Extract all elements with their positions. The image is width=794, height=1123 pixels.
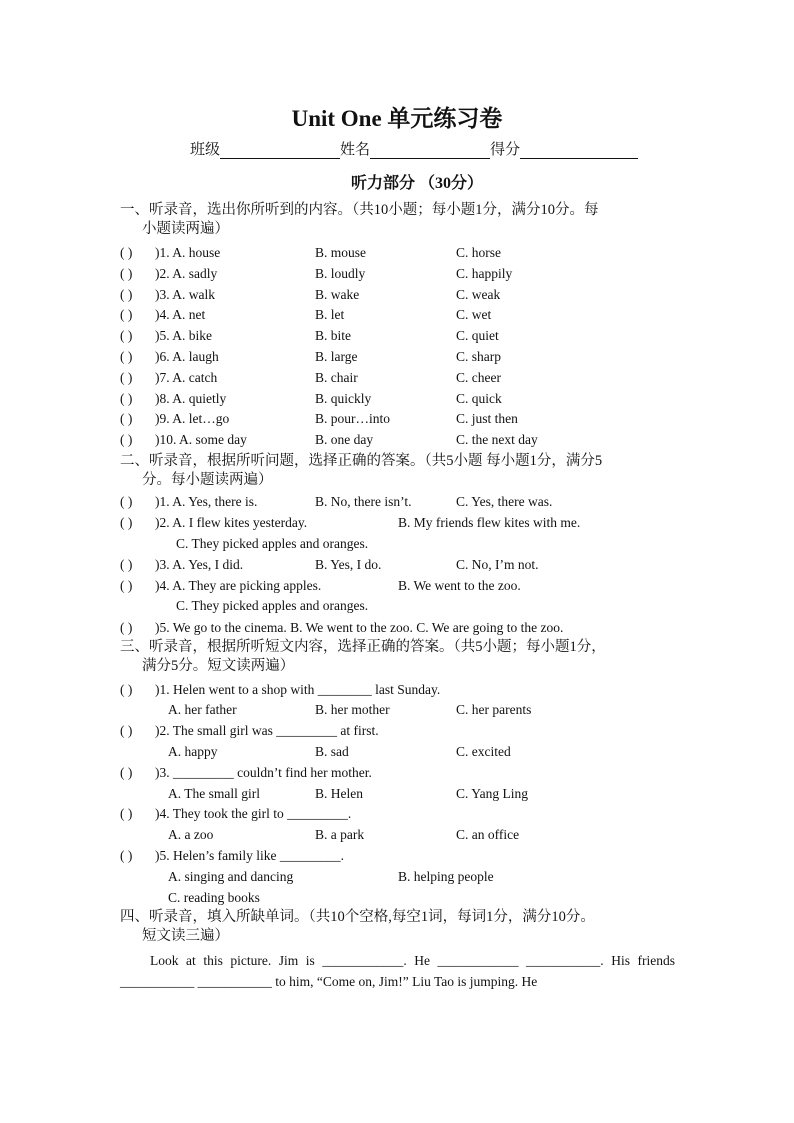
student-info — [190, 138, 638, 159]
p1-question-text: )10. A. some day — [155, 432, 247, 448]
p1-question-text: )3. A. walk — [155, 286, 215, 302]
p3-q2-option-b: B. sad — [315, 744, 349, 759]
p3-q1-text: )1. Helen went to a shop with ________ last Sunday. — [155, 682, 441, 697]
p3-q1-option-b: B. her mother — [315, 702, 390, 717]
p1-question-text: )1. A. house — [155, 245, 221, 260]
p1-question-text: )8. A. quietly — [155, 390, 227, 406]
p3-q1-option-a: A. her father — [168, 702, 237, 717]
p1-question-text: )9. A. let…go — [155, 411, 230, 427]
p1-question-text: )7. A. catch — [155, 369, 218, 385]
section-subtitle: 听力部分 （30分） — [350, 175, 483, 192]
section-2-line-2: 分。每小题读两遍） — [142, 472, 273, 488]
p1-question-text: )5. A. bike — [155, 328, 212, 344]
p1-option-c: C. cheer — [456, 369, 501, 385]
section-1-heading — [120, 201, 599, 239]
p3-q3-option-a: A. The small girl — [168, 786, 260, 801]
p2-q3-option-b: B. Yes, I do. — [315, 557, 382, 572]
p1-question-text: )6. A. laugh — [155, 349, 219, 364]
p2-q4-text: )4. A. They are picking apples. — [155, 578, 322, 593]
p3-q5-option-b: B. helping people — [398, 869, 494, 884]
p3-q1-option-c: C. her parents — [456, 702, 532, 717]
answer-paren[interactable]: ( ) — [120, 432, 133, 448]
p3-q4-option-b: B. a park — [315, 827, 365, 842]
p1-option-b: B. chair — [315, 369, 358, 385]
section-2-heading — [120, 452, 602, 490]
p3-q3-option-c: C. Yang Ling — [456, 786, 529, 801]
p1-option-b: B. loudly — [315, 265, 366, 281]
p2-q2-text: )2. A. I flew kites yesterday. — [155, 515, 308, 530]
p1-option-b: B. quickly — [315, 390, 372, 406]
class-blank[interactable] — [220, 144, 340, 159]
answer-paren[interactable]: ( ) — [120, 806, 133, 821]
answer-paren[interactable]: ( ) — [120, 369, 133, 385]
p2-q3-text: )3. A. Yes, I did. — [155, 557, 244, 572]
section-4-line-1: 四、听录音，填入所缺单词。（共10个空格,每空1词，每词1分，满分10分。 — [120, 909, 595, 925]
p1-option-c: C. quiet — [456, 328, 499, 344]
p2-q5-text: )5. We go to the cinema. B. We went to the zoo. C. We are going to the zoo. — [155, 620, 564, 635]
class-label: 班级 — [190, 142, 221, 158]
answer-paren[interactable]: ( ) — [120, 515, 133, 530]
p1-option-b: B. pour…into — [315, 411, 391, 427]
p2-q1-option-c: C. Yes, there was. — [456, 494, 553, 509]
p1-option-c: C. weak — [456, 286, 501, 302]
name-label: 姓名 — [340, 142, 371, 158]
answer-paren[interactable]: ( ) — [120, 328, 133, 344]
score-label: 得分 — [490, 142, 521, 158]
p2-q2-option-c: C. They picked apples and oranges. — [176, 536, 369, 551]
p1-option-b: B. mouse — [315, 245, 367, 260]
section-3-line-2: 满分5分。短文读两遍） — [142, 658, 295, 674]
answer-paren[interactable]: ( ) — [120, 557, 133, 572]
answer-paren[interactable]: ( ) — [120, 494, 133, 509]
p1-option-c: C. wet — [456, 307, 492, 323]
section-4-heading — [120, 908, 595, 946]
p2-q2-option-b: B. My friends flew kites with me. — [398, 515, 581, 530]
p1-option-c: C. quick — [456, 390, 502, 406]
p3-q2-option-c: C. excited — [456, 744, 511, 759]
answer-paren[interactable]: ( ) — [120, 349, 133, 364]
p3-q4-option-c: C. an office — [456, 827, 520, 842]
p1-option-c: C. just then — [456, 411, 518, 427]
p2-q1-text: )1. A. Yes, there is. — [155, 494, 258, 509]
p3-q5-option-c: C. reading books — [168, 890, 260, 905]
page-title: Unit One 单元练习卷 — [291, 106, 503, 131]
section-2-line-1: 二、听录音，根据所听问题，选择正确的答案。（共5小题 每小题1分，满分5 — [120, 453, 603, 469]
answer-paren[interactable]: ( ) — [120, 848, 133, 863]
answer-paren[interactable]: ( ) — [120, 307, 133, 323]
p1-option-b: B. let — [315, 307, 345, 323]
p3-q2-option-a: A. happy — [168, 744, 218, 759]
answer-paren[interactable]: ( ) — [120, 682, 133, 697]
p1-option-c: C. the next day — [456, 432, 538, 448]
answer-paren[interactable]: ( ) — [120, 265, 133, 281]
section-3-line-1: 三、听录音，根据所听短文内容，选择正确的答案。（共5小题；每小题1分， — [120, 639, 606, 655]
p3-q3-option-b: B. Helen — [315, 786, 363, 801]
answer-paren[interactable]: ( ) — [120, 620, 133, 635]
p2-q4-option-b: B. We went to the zoo. — [398, 578, 521, 593]
p3-q2-text: )2. The small girl was _________ at first. — [155, 723, 379, 738]
p1-option-c: C. sharp — [456, 349, 501, 364]
p3-q3-text: )3. _________ couldn’t find her mother. — [155, 765, 372, 780]
answer-paren[interactable]: ( ) — [120, 411, 133, 427]
p1-option-b: B. wake — [315, 286, 360, 302]
p1-option-c: C. happily — [456, 265, 513, 281]
part4-passage: Look at this picture. Jim is ____________. He ____________ ___________. His friends ___________ ___________ to him, “Come on, Jim!” Liu Tao is jumping. He — [120, 953, 675, 989]
answer-paren[interactable]: ( ) — [120, 390, 133, 406]
answer-paren[interactable]: ( ) — [120, 286, 133, 302]
section-4-line-2: 短文读三遍） — [142, 928, 229, 944]
name-blank[interactable] — [370, 144, 490, 159]
p2-q3-option-c: C. No, I’m not. — [456, 557, 539, 572]
p2-q1-option-b: B. No, there isn’t. — [315, 494, 412, 509]
p2-q4-option-c: C. They picked apples and oranges. — [176, 598, 369, 613]
section-1-line-2: 小题读两遍） — [142, 221, 229, 237]
p1-option-b: B. large — [315, 349, 358, 364]
p1-option-b: B. bite — [315, 328, 351, 344]
p3-q4-option-a: A. a zoo — [168, 827, 214, 842]
p1-option-c: C. horse — [456, 245, 501, 260]
p3-q5-option-a: A. singing and dancing — [168, 869, 294, 884]
answer-paren[interactable]: ( ) — [120, 578, 133, 593]
score-blank[interactable] — [520, 144, 638, 159]
answer-paren[interactable]: ( ) — [120, 723, 133, 738]
p3-q4-text: )4. They took the girl to _________. — [155, 806, 352, 821]
p1-option-b: B. one day — [315, 432, 374, 448]
section-3-heading — [120, 638, 606, 676]
p3-q5-text: )5. Helen’s family like _________. — [155, 848, 344, 863]
answer-paren[interactable]: ( ) — [120, 245, 133, 260]
section-1-line-1: 一、听录音，选出你所听到的内容。（共10小题；每小题1分，满分10分。每 — [120, 202, 599, 218]
p1-question-text: )2. A. sadly — [155, 265, 218, 281]
p1-question-text: )4. A. net — [155, 307, 206, 323]
answer-paren[interactable]: ( ) — [120, 765, 133, 780]
